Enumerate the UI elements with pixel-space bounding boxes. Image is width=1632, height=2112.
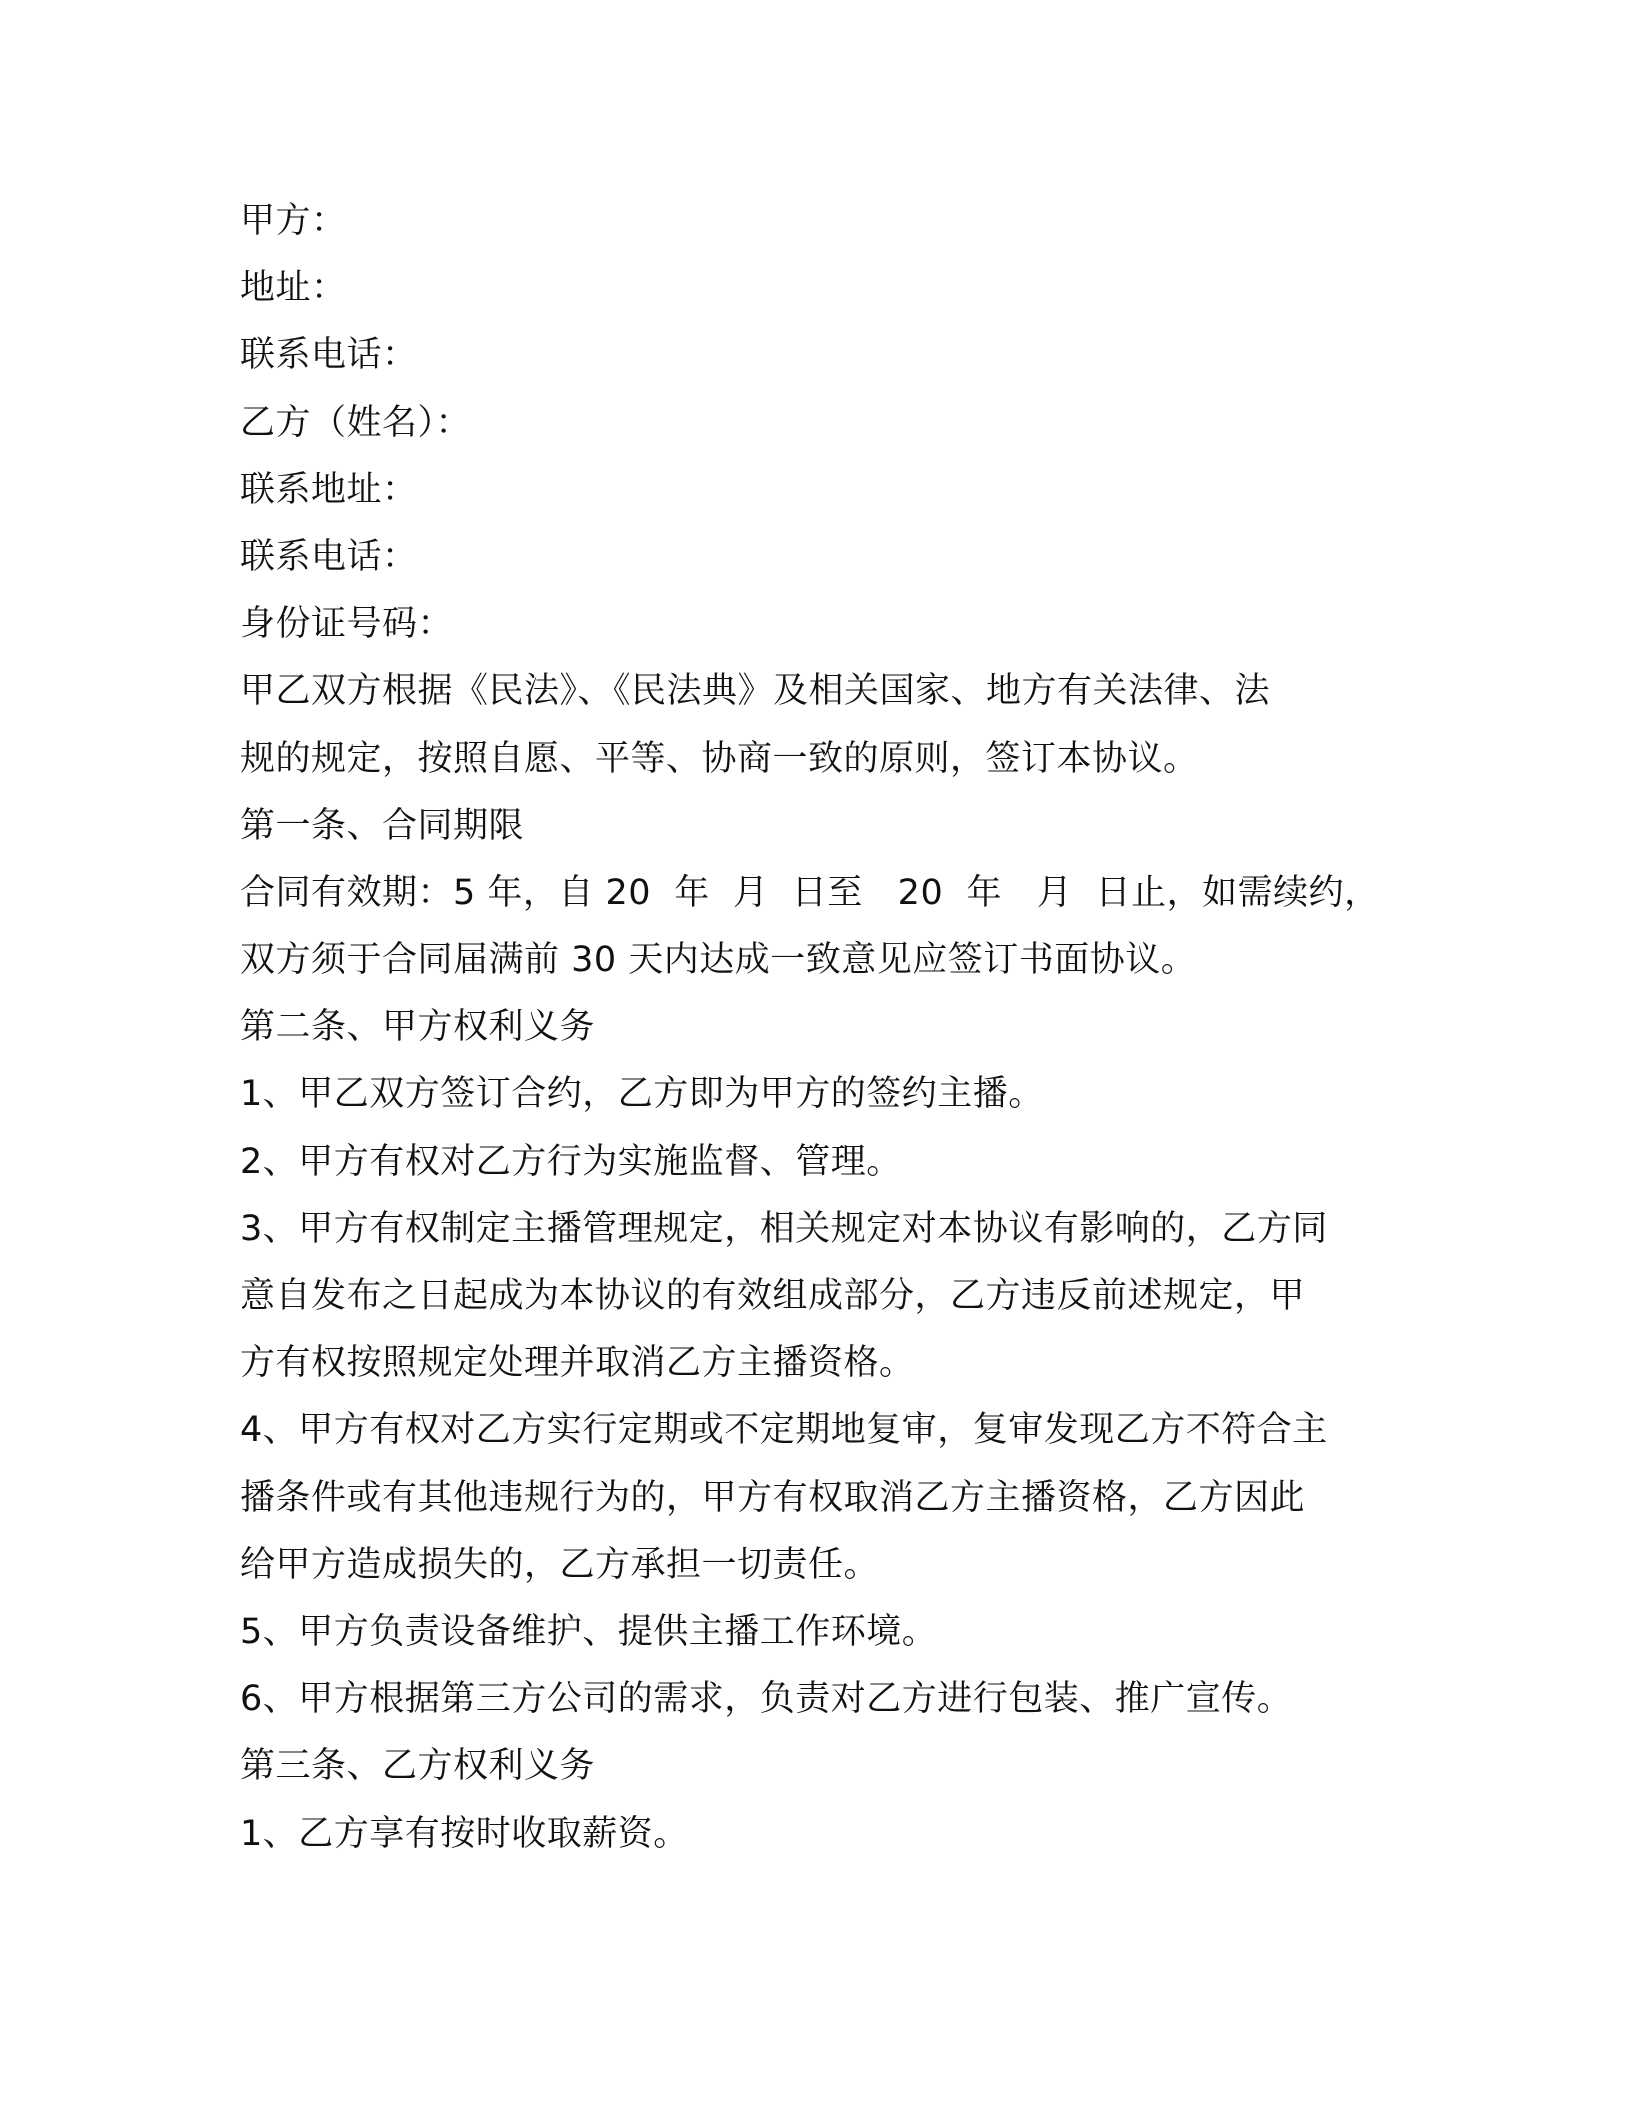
article2-item-3: 3、甲方有权制定主播管理规定，相关规定对本协议有影响的，乙方同 (240, 1208, 1328, 1249)
article2-item-4: 4、甲方有权对乙方实行定期或不定期地复审，复审发现乙方不符合主 (240, 1410, 1328, 1451)
party-b-phone: 联系电话： (240, 536, 418, 577)
article2-item-4-cont: 给甲方造成损失的，乙方承担一切责任。 (240, 1544, 880, 1585)
article2-item-1: 1、甲乙双方签订合约，乙方即为甲方的签约主播。 (240, 1074, 1044, 1115)
article2-item-3-cont: 方有权按照规定处理并取消乙方主播资格。 (240, 1343, 915, 1384)
preamble-line: 规的规定，按照自愿、平等、协商一致的原则，签订本协议。 (240, 738, 1199, 779)
article1-line: 双方须于合同届满前 30 天内达成一致意见应签订书面协议。 (240, 940, 1197, 981)
article2-item-5: 5、甲方负责设备维护、提供主播工作环境。 (240, 1611, 938, 1652)
party-b-label: 乙方（姓名）： (240, 402, 472, 443)
article1-heading: 第一条、合同期限 (240, 805, 525, 846)
article2-item-2: 2、甲方有权对乙方行为实施监督、管理。 (240, 1141, 902, 1182)
article3-heading: 第三条、乙方权利义务 (240, 1746, 596, 1787)
article2-item-3-cont: 意自发布之日起成为本协议的有效组成部分，乙方违反前述规定，甲 (240, 1276, 1306, 1316)
party-b-address: 联系地址： (240, 469, 418, 510)
party-a-label: 甲方： (240, 201, 347, 241)
party-a-phone: 联系电话： (240, 335, 418, 376)
party-b-id-number: 身份证号码： (240, 604, 454, 645)
contract-page (240, 188, 1390, 1868)
article2-item-6: 6、甲方根据第三方公司的需求，负责对乙方进行包装、推广宣传。 (240, 1679, 1293, 1720)
article2-heading: 第二条、甲方权利义务 (240, 1007, 596, 1048)
party-a-address: 地址： (240, 268, 347, 309)
preamble-line: 甲乙双方根据《民法》、《民法典》及相关国家、地方有关法律、法 (240, 671, 1271, 712)
article1-line: 合同有效期：5 年，自 20 年 月 日至 20 年 月 日止，如需续约， (240, 872, 1380, 913)
article2-item-4-cont: 播条件或有其他违规行为的，甲方有权取消乙方主播资格，乙方因此 (240, 1477, 1306, 1518)
article3-item-1: 1、乙方享有按时收取薪资。 (240, 1813, 689, 1854)
